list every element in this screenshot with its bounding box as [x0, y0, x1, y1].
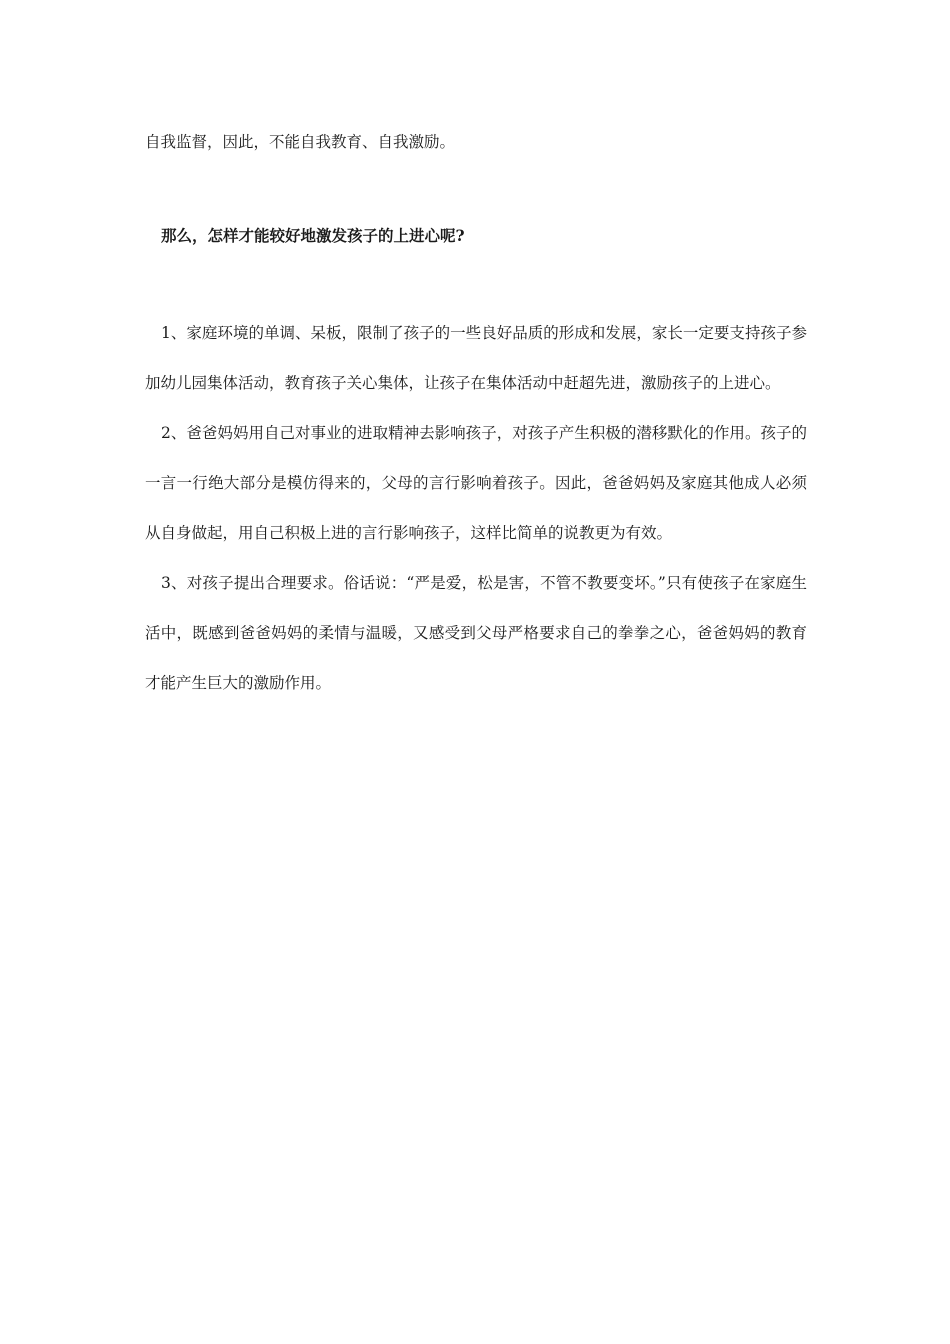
list-item-3: 3、对孩子提出合理要求。俗话说：“严是爱，松是害，不管不教要变坏。”只有使孩子在家庭生活中，既感到爸爸妈妈的柔情与温暖，又感受到父母严格要求自己的拳拳之心，爸爸妈妈的教育才能产生巨大的激励作用。 [145, 574, 807, 692]
list-item-1: 1、家庭环境的单调、呆板，限制了孩子的一些良好品质的形成和发展，家长一定要支持孩子参加幼儿园集体活动，教育孩子关心集体，让孩子在集体活动中赶超先进，激励孩子的上进心。 [145, 324, 807, 392]
document-body [145, 117, 807, 708]
section-heading: 那么，怎样才能较好地激发孩子的上进心呢? [161, 226, 465, 245]
numbered-list [145, 308, 807, 708]
list-item-2: 2、爸爸妈妈用自己对事业的进取精神去影响孩子，对孩子产生积极的潜移默化的作用。孩子的一言一行绝大部分是模仿得来的，父母的言行影响着孩子。因此，爸爸妈妈及家庭其他成人必须从自身做起，用自己积极上进的言行影响孩子，这样比简单的说教更为有效。 [145, 424, 807, 542]
intro-line: 自我监督，因此，不能自我教育、自我激励。 [145, 133, 456, 151]
